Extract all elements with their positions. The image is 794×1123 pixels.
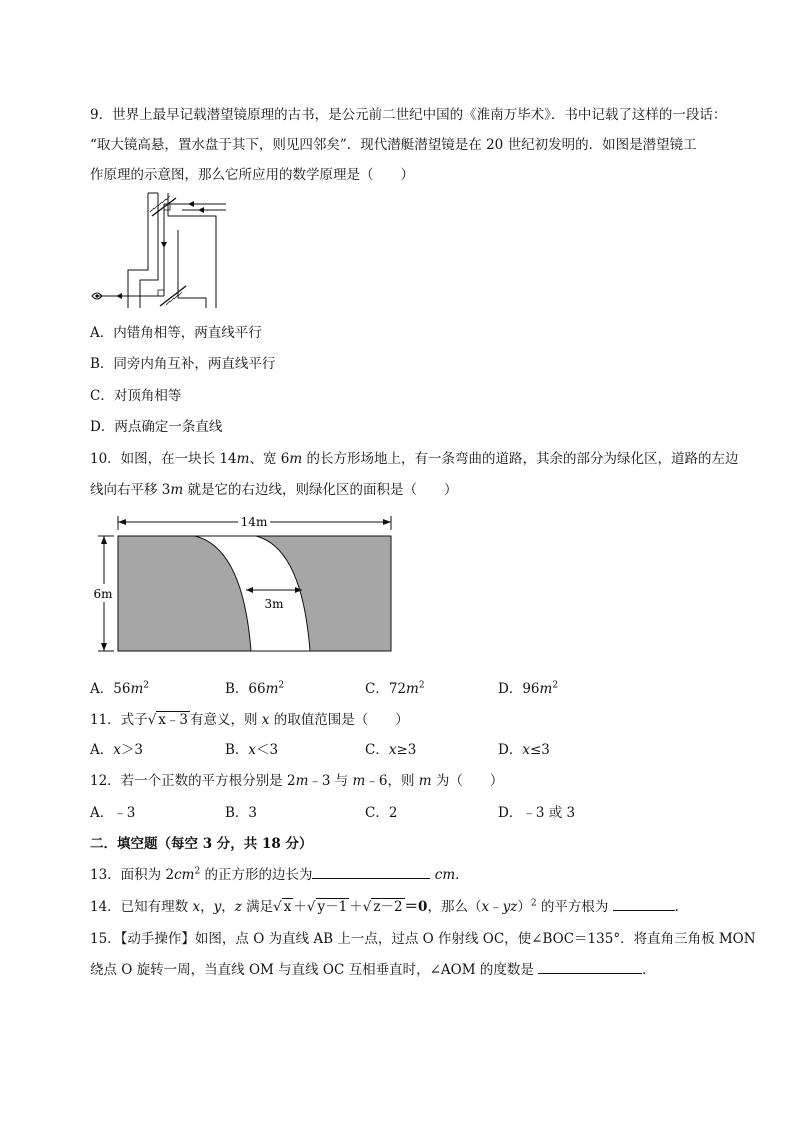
q10-option-d: D．$96m^2$ [498,680,559,697]
q9-line3: 作原理的示意图，那么它所应用的数学原理是（ ） [90,167,414,183]
q11-option-d: D．x≤3 [498,742,550,758]
q13-stem: 13．面积为 $2cm^2$ 的正方形的边长为 cm． [90,866,469,883]
q15-answer-blank[interactable] [538,961,642,974]
radicand: x﹣3 [158,712,188,728]
q9-option-c: C．对顶角相等 [90,388,182,404]
sqrt-sign: √ [147,712,157,728]
q10-line1: 10．如图，在一块长 14m、宽 6m 的长方形场地上，有一条弯曲的道路，其余的部分为绿化区，道路的左边 [90,451,739,467]
q9-line1: 9．世界上最早记载潜望镜原理的古书，是公元前二世纪中国的《淮南万毕术》．书中记载了这样的一段话： [90,107,727,123]
q14-answer-blank[interactable] [613,898,675,911]
road-width-label: 3m [264,597,284,611]
q14-stem: 14．已知有理数 x，y，z 满足√ x ＋√ y－1 ＋√ z－2 ＝0，那么（x﹣yz）$^2$ 的平方根为 ． [90,898,689,915]
q10-line2: 线向右平移 3m 就是它的右边线，则绿化区的面积是（ ） [90,482,458,498]
field-height-label: 6m [93,587,113,601]
q15-line1: 15．【动手操作】如图，点 O 为直线 AB 上一点，过点 O 作射线 OC，使∠BOC＝135°．将直角三角板 MON [90,931,756,947]
q9-option-d: D．两点确定一条直线 [90,419,223,435]
section-title: 二．填空题（每空 3 分，共 18 分） [90,836,313,852]
q9-option-a: A．内错角相等，两直线平行 [90,325,262,341]
q10-option-a: A．$56m^2$ [90,680,149,697]
q12-option-d: D．﹣3 或 3 [498,805,576,821]
q11-option-b: B．x＜3 [225,742,279,758]
field-width-label: 14m [240,515,268,529]
q11-option-a: A．x＞3 [90,742,143,758]
q12-option-b: B．3 [225,805,258,821]
q11-stem: 11．式子√ x﹣3 有意义，则 x 的取值范围是（ ） [90,712,409,728]
q9-line2: “取大镜高悬，置水盘于其下，则见四邻矣”．现代潜艇潜望镜是在 20 世纪初发明的．如图是潜望镜工 [90,137,697,153]
q12-option-c: C．2 [365,805,398,821]
q15-line2: 绕点 O 旋转一周，当直线 OM 与直线 OC 互相垂直时，∠AOM 的度数是 ． [90,962,656,978]
field-figure [88,508,398,658]
q10-option-b: B．$66m^2$ [225,680,285,697]
q12-option-a: A．﹣3 [90,805,136,821]
q11-option-c: C．x≥3 [365,742,417,758]
periscope-figure [88,188,228,313]
q10-option-c: C．$72m^2$ [365,680,425,697]
q12-stem: 12．若一个正数的平方根分别是 2m﹣3 与 m﹣6，则 m 为（ ） [90,773,504,789]
q13-answer-blank[interactable] [312,866,430,879]
q9-option-b: B．同旁内角互补，两直线平行 [90,356,276,372]
